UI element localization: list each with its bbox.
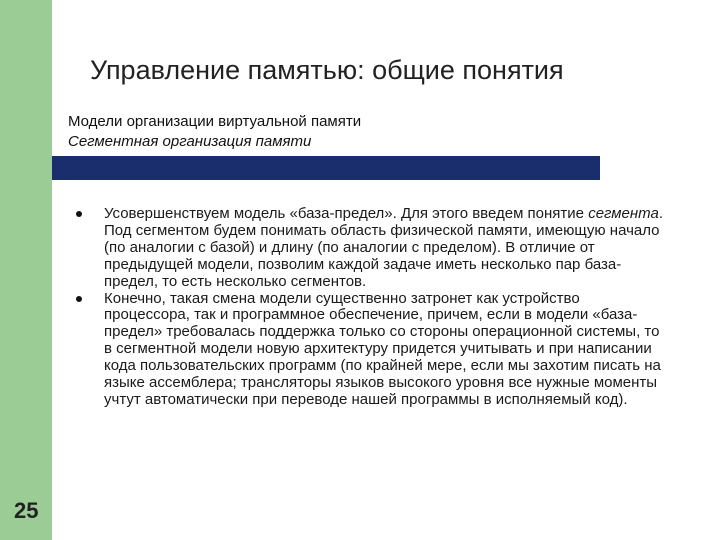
- slide-title: Управление памятью: общие понятия: [90, 55, 564, 85]
- bullet-emphasis: сегмента: [588, 205, 659, 222]
- bullet-text-part1: Усовершенствуем модель «база-предел». Для этого введем понятие: [104, 205, 589, 222]
- bullet-item-segments: [76, 206, 666, 291]
- subtitle-line-2: Сегментная организация памяти: [68, 133, 312, 150]
- subtitle-line-1: Модели организации виртуальной памяти: [68, 113, 362, 130]
- bullet-dot-icon: [76, 296, 82, 302]
- bullet-dot-icon: [76, 211, 82, 217]
- bullet-text: Конечно, такая смена модели существенно затронет как устройство процессора, так и программное обеспечение, причем, если в модели «база-предел» требовалась поддержка только со стороны операционной системы, то в сегментной модели новую архитектуру придется учитывать и при написании кода пользовательских программ (по крайней мере, если мы захотим писать на языке ассемблера; трансляторы языков высокого уровня все нужные моменты учтут автоматически при переводе нашей программы в исполняемый код).: [104, 289, 661, 408]
- slide-subtitle: [68, 112, 688, 152]
- bullet-item-architecture: [76, 291, 666, 409]
- title-notch-decoration: [74, 58, 84, 68]
- bullet-text-part2: . Под сегментом будем понимать область физической памяти, имеющую начало (по аналогии с базой) и длину (по аналогии с пределом). В отличие от предыдущей модели, позволим каждой задаче иметь несколько пар база-предел, то есть несколько сегментов.: [104, 205, 663, 290]
- page-number: 25: [14, 498, 39, 523]
- header-divider-bar: [52, 156, 600, 180]
- bullet-list: [76, 206, 666, 409]
